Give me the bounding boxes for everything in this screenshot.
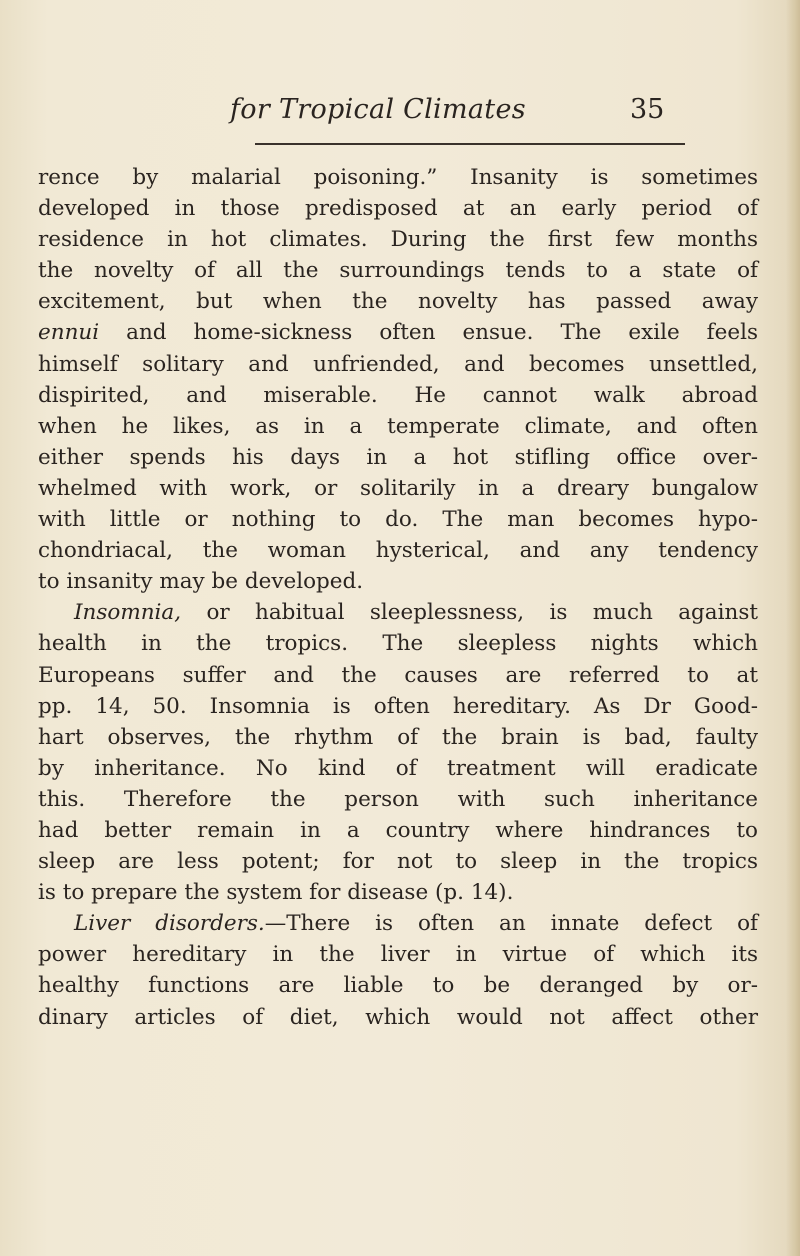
- text-line: when he likes, as in a temperate climate, and often: [38, 413, 758, 439]
- page-header: [0, 94, 800, 134]
- text-line: health in the tropics. The sleepless nights which: [38, 631, 758, 657]
- text-line: excitement, but when the novelty has passed away: [38, 289, 758, 315]
- text-line: ennui and home-sickness often ensue. The exile feels: [38, 320, 758, 346]
- text-line: rence by malarial poisoning.” Insanity is sometimes: [38, 165, 758, 190]
- text-line: residence in hot climates. During the first few months: [38, 227, 758, 253]
- text-line: power hereditary in the liver in virtue of which its: [38, 942, 758, 968]
- italic-term: Liver disorders.: [74, 911, 265, 937]
- text-line: healthy functions are liable to be deranged by or-: [38, 973, 758, 999]
- text-line: dinary articles of diet, which would not affect other: [38, 1004, 758, 1030]
- page-number: 35: [630, 94, 665, 125]
- page-edge-shadow: [786, 0, 800, 1256]
- text-line: Liver disorders.—There is often an innate defect of: [74, 911, 758, 937]
- text-line: Insomnia, or habitual sleeplessness, is much against: [74, 600, 758, 626]
- body-text: [38, 162, 758, 1033]
- text-line: sleep are less potent; for not to sleep in the tropics: [38, 849, 758, 875]
- text-line: to insanity may be developed.: [38, 569, 364, 595]
- text-line: Europeans suffer and the causes are referred to at: [38, 662, 758, 688]
- text-line: had better remain in a country where hindrances to: [38, 817, 758, 843]
- italic-term: Insomnia,: [74, 600, 182, 626]
- italic-term: ennui: [38, 320, 100, 346]
- text-line: chondriacal, the woman hysterical, and any tendency: [38, 538, 758, 564]
- text-line: this. Therefore the person with such inheritance: [38, 786, 758, 812]
- running-title: for Tropical Climates: [230, 94, 526, 125]
- text-line: hart observes, the rhythm of the brain is bad, faulty: [38, 724, 758, 750]
- header-rule: [255, 143, 685, 145]
- text-line: developed in those predisposed at an early period of: [38, 196, 758, 222]
- text-line: either spends his days in a hot stifling office over-: [38, 444, 758, 470]
- text-line: dispirited, and miserable. He cannot walk abroad: [38, 382, 758, 408]
- text-line: pp. 14, 50. Insomnia is often hereditary. As Dr Good-: [38, 693, 758, 719]
- text-line: with little or nothing to do. The man becomes hypo-: [38, 507, 758, 533]
- text-line: is to prepare the system for disease (p. 14).: [38, 880, 514, 906]
- text-line: himself solitary and unfriended, and becomes unsettled,: [38, 351, 758, 377]
- text-line: whelmed with work, or solitarily in a dreary bungalow: [38, 475, 758, 501]
- text-line: the novelty of all the surroundings tends to a state of: [38, 258, 758, 284]
- text-line: by inheritance. No kind of treatment will eradicate: [38, 755, 758, 781]
